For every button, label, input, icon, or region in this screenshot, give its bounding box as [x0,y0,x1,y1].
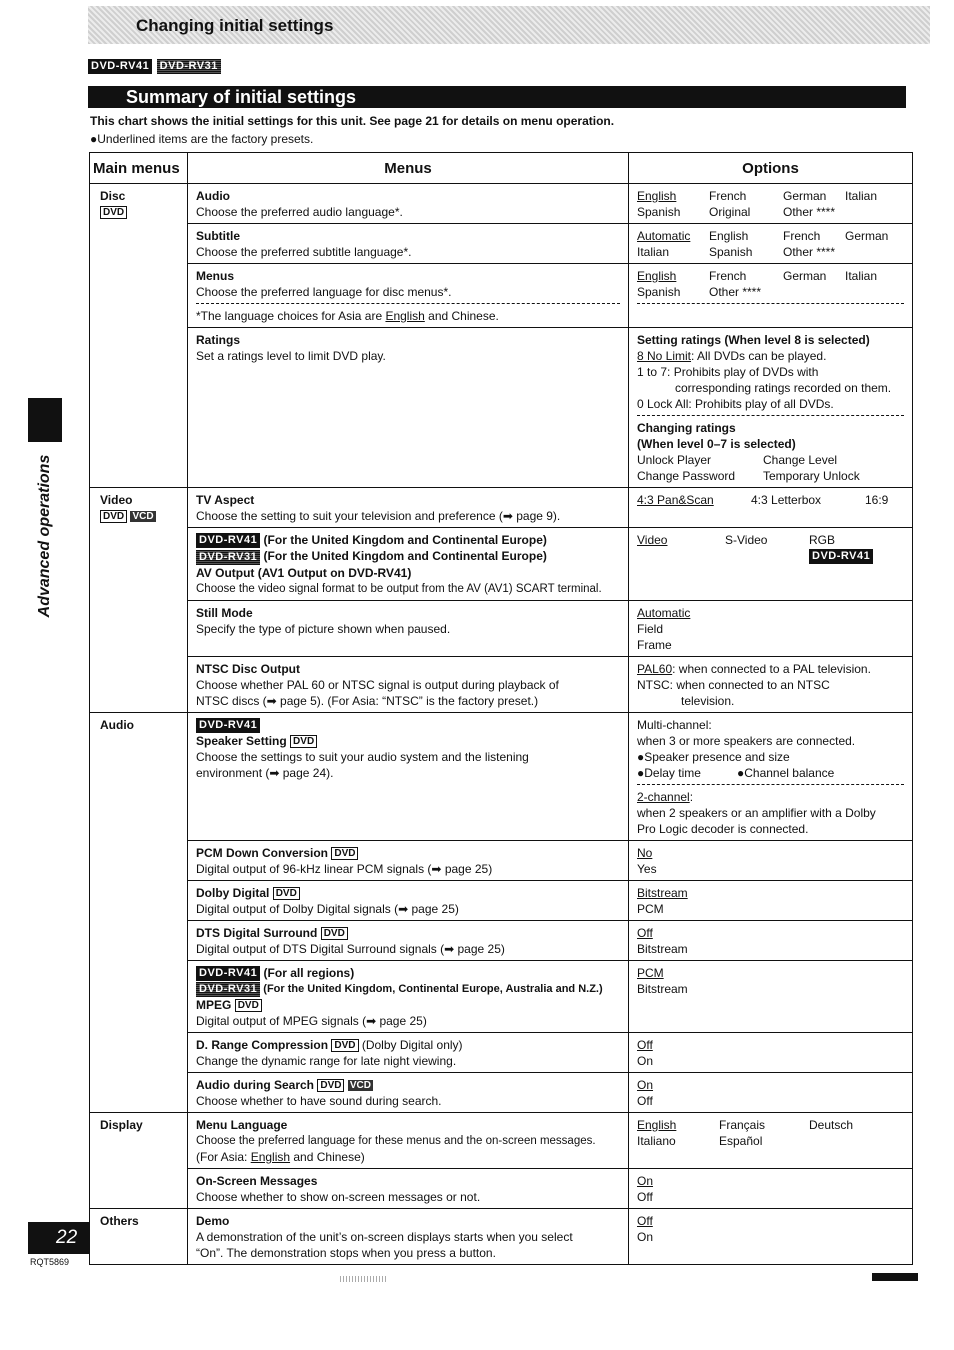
model-badge: DVD-RV41 [196,966,260,981]
menu-audio-search [188,1072,629,1112]
option: German [845,229,889,243]
menu-name: Ratings [196,333,241,347]
option: Français [719,1117,766,1132]
menu-name: Speaker Setting [196,733,287,748]
option: Temporary Unlock [763,469,860,483]
menu-subtitle [188,224,629,264]
menu-name: DTS Digital Surround [196,925,318,940]
option: French [709,269,747,283]
options-menu-language [629,1112,913,1168]
options-audio [629,184,913,224]
menu-name: NTSC Disc Output [196,661,300,676]
menu-name: MPEG [196,997,232,1012]
menu-still-mode [188,600,629,656]
option: 4:3 Pan&Scan [637,493,714,507]
option: On [637,1077,654,1092]
menu-name: Still Mode [196,605,253,620]
menu-name: Menu Language [196,1117,288,1132]
table-row [90,528,913,601]
table-row [90,1032,913,1072]
main-menu-video [90,488,188,713]
model-badge-rv41: DVD-RV41 [88,59,152,74]
options-ratings [629,328,913,488]
option: On [637,1229,654,1244]
menu-desc: (For Asia: [196,1149,251,1164]
options-dts [629,920,913,960]
main-menu-label: Disc [100,189,126,203]
col-menus: Menus [188,153,629,184]
option: Change Password [637,469,736,483]
option: French [783,229,821,243]
main-menu-disc [90,184,188,488]
menu-desc: Digital output of 96-kHz linear PCM signals (➡ page 25) [196,861,493,876]
menu-note: (Dolby Digital only) [358,1037,463,1052]
dvd-tag: DVD [317,1079,344,1092]
main-menu-others: Others [90,1208,188,1264]
options-tv-aspect [629,488,913,528]
menu-name: D. Range Compression [196,1037,329,1052]
menu-ratings [188,328,629,488]
options-menus [629,264,913,328]
footer-pattern [340,1276,386,1282]
menu-desc: Set a ratings level to limit DVD play. [196,349,386,363]
menu-language [188,1112,629,1168]
option: Other **** [709,285,762,299]
intro-text: This chart shows the initial settings for this unit. See page 21 for details on menu operation. [90,114,615,128]
option-text: : when connected to a PAL television. [672,661,871,676]
dvd-tag: DVD [273,887,300,900]
model-badge: DVD-RV31 [196,982,260,997]
footnote-text: English [385,309,425,323]
menu-menus [188,264,629,328]
menu-desc: Choose the setting to suit your television and preference (➡ page 9). [196,509,561,523]
option: No [637,845,653,860]
change-heading: Changing ratings [637,421,736,435]
options-audio-search [629,1072,913,1112]
option-text: Pro Logic decoder is connected. [637,821,809,836]
option: PAL60 [637,661,673,676]
option: Italian [845,189,878,203]
rating-text: : All DVDs can be played. [691,349,827,363]
menu-desc: Digital output of DTS Digital Surround signals (➡ page 25) [196,941,505,956]
option: Off [637,1213,653,1228]
vcd-tag: VCD [132,511,154,523]
dvd-tag: DVD [100,510,127,523]
option-text: when 3 or more speakers are connected. [637,733,856,748]
option: Off [637,1037,653,1052]
option: 4:3 Letterbox [751,493,822,507]
option-text: television. [681,693,735,708]
region-text: (For all regions) [260,965,355,980]
option: Off [637,1093,653,1108]
option: Automatic [637,229,691,243]
option: English [637,189,677,203]
option: Italian [845,269,878,283]
footnote-text: and Chinese. [424,309,499,323]
options-still-mode [629,600,913,656]
option: Automatic [637,605,691,620]
option: PCM [637,901,664,916]
model-badge: DVD-RV41 [809,549,873,564]
option: Italian [637,245,670,259]
section-header-band [88,6,930,44]
ratings-heading: Setting ratings (When level 8 is selected) [637,333,870,347]
menu-name: PCM Down Conversion [196,845,329,860]
options-dolby-digital [629,880,913,920]
menu-demo [188,1208,629,1264]
main-menu-audio: Audio [90,712,188,1112]
menu-mpeg [188,960,629,1032]
option: Video [637,533,668,547]
menu-desc: Digital output of Dolby Digital signals (➡ page 25) [196,901,459,916]
option-text: ●Channel balance [737,765,835,780]
menu-desc: Change the dynamic range for late night viewing. [196,1053,457,1068]
option: Frame [637,637,672,652]
option: Bitstream [637,941,688,956]
footnote-text: *The language choices for Asia are [196,309,386,323]
menu-desc: Choose whether to have sound during search. [196,1093,442,1108]
menu-desc: Choose the preferred language for these menus and the on-screen messages. [196,1134,596,1147]
page-number: 22 [56,1227,78,1248]
table-row [90,1112,913,1168]
menu-name: Menus [196,269,235,283]
menu-dolby-digital [188,880,629,920]
menu-speaker-setting [188,712,629,840]
preset-note: ●Underlined items are the factory presets. [90,132,314,146]
table-row [90,880,913,920]
option: Español [719,1133,763,1148]
menu-desc: English [250,1149,291,1164]
side-label [30,455,54,625]
table-row [90,264,913,328]
dvd-tag: DVD [235,999,262,1012]
option: S-Video [725,533,768,547]
option: Bitstream [637,981,688,996]
menu-name: Audio [196,189,230,203]
options-range-compression [629,1032,913,1072]
model-badge: DVD-RV41 [196,718,260,733]
option: Spanish [709,245,753,259]
col-main-menus: Main menus [90,153,188,184]
menu-on-screen-messages [188,1168,629,1208]
table-row [90,840,913,880]
region-text: (For the United Kingdom and Continental Europe) [260,549,547,564]
option: Original [709,205,751,219]
option: RGB [809,533,836,547]
dvd-tag: DVD [331,847,358,860]
option: Spanish [637,205,681,219]
options-pcm-down [629,840,913,880]
option: Multi-channel: [637,717,712,732]
option: English [637,269,677,283]
option-text: when 2 speakers or an amplifier with a Dolby [637,805,876,820]
menu-name: Demo [196,1213,230,1228]
dashed-divider [637,415,904,416]
options-av-output [629,528,913,601]
rating-text: 1 to 7: Prohibits play of DVDs with [637,365,819,379]
col-options: Options [629,153,913,184]
dvd-tag: DVD [290,735,317,748]
option: Off [637,925,653,940]
dashed-divider [196,303,620,304]
dashed-divider [637,303,904,304]
option: Off [637,1189,653,1204]
page-number-box [28,1222,90,1254]
table-row [90,600,913,656]
option: English [709,229,749,243]
option-text: ●Delay time [637,765,701,780]
dvd-tag: DVD [100,206,127,219]
page-title: Summary of initial settings [126,87,357,107]
menu-desc: Specify the type of picture shown when paused. [196,621,451,636]
options-ntsc-output [629,656,913,712]
menu-ntsc-output [188,656,629,712]
option: French [709,189,747,203]
menu-tv-aspect [188,488,629,528]
option: Other **** [783,205,836,219]
menu-name: Audio during Search [196,1077,315,1092]
options-on-screen-messages [629,1168,913,1208]
table-row [90,1208,913,1264]
table-row [90,920,913,960]
option: Other **** [783,245,836,259]
option: Bitstream [637,885,688,900]
option: Spanish [637,285,681,299]
region-text: (For the United Kingdom, Continental Europe, Australia and N.Z.) [260,982,603,995]
table-row [90,184,913,224]
table-row [90,1168,913,1208]
option: English [637,1117,677,1132]
title-bar [88,86,906,108]
options-mpeg [629,960,913,1032]
menu-name: Dolby Digital [196,885,270,900]
menu-range-compression [188,1032,629,1072]
table-row [90,488,913,528]
side-tab-marker [28,398,62,442]
vcd-tag: VCD [349,1080,371,1092]
option: Unlock Player [637,453,712,467]
menu-desc: Choose whether to show on-screen messages or not. [196,1189,481,1204]
option-text: NTSC: when connected to an NTSC [637,677,830,692]
menu-desc: Choose the preferred audio language*. [196,205,403,219]
option: Field [637,621,664,636]
menu-name: Subtitle [196,229,240,243]
options-subtitle [629,224,913,264]
menu-audio [188,184,629,224]
menu-desc: A demonstration of the unit’s on-screen displays starts when you select [196,1229,573,1244]
settings-table [89,152,913,1265]
section-header: Changing initial settings [136,16,334,35]
menu-name: AV Output (AV1 Output on DVD-RV41) [196,565,412,580]
menu-desc: “On”. The demonstration stops when you press a button. [196,1245,496,1260]
change-subheading: (When level 0–7 is selected) [637,437,796,451]
document-code: RQT5869 [30,1257,70,1267]
options-demo [629,1208,913,1264]
option: German [783,269,827,283]
menu-desc: and Chinese) [290,1149,365,1164]
menu-name: On-Screen Messages [196,1173,318,1188]
menu-desc: Digital output of MPEG signals (➡ page 25) [196,1013,427,1028]
rating-option: 8 No Limit [637,349,692,363]
menu-desc: NTSC discs (➡ page 5). (For Asia: “NTSC” is the factory preset.) [196,693,539,708]
option: On [637,1053,654,1068]
model-badge: DVD-RV31 [196,550,260,565]
menu-pcm-down [188,840,629,880]
table-row [90,960,913,1032]
table-row [90,224,913,264]
menu-desc: Choose the video signal format to be output from the AV (AV1) SCART terminal. [196,582,602,595]
option: Deutsch [809,1117,854,1132]
main-menu-display: Display [90,1112,188,1208]
table-row [90,1072,913,1112]
rating-text: 0 Lock All: Prohibits play of all DVDs. [637,397,834,411]
option: Change Level [763,453,838,467]
language-footnote [196,308,620,324]
option: Italiano [637,1133,676,1148]
footer-bar [872,1273,918,1281]
options-speaker-setting [629,712,913,840]
model-badge-rv31: DVD-RV31 [157,59,221,74]
dvd-tag: DVD [331,1039,358,1052]
option: 16:9 [865,493,889,507]
option: Yes [637,861,657,876]
model-badge: DVD-RV41 [196,533,260,548]
dvd-tag: DVD [321,927,348,940]
main-menu-label: Video [100,493,133,507]
menu-dts [188,920,629,960]
menu-desc: Choose whether PAL 60 or NTSC signal is output during playback of [196,677,559,692]
model-badges [88,58,221,76]
option: 2-channel [637,789,690,804]
option: German [783,189,827,203]
menu-name: TV Aspect [196,493,255,507]
menu-av-output [188,528,629,601]
table-row [90,656,913,712]
menu-desc: Choose the preferred subtitle language*. [196,245,412,259]
option-text: : [689,789,694,804]
table-row [90,328,913,488]
option: On [637,1173,654,1188]
rating-text: corresponding ratings recorded on them. [675,381,892,395]
option: PCM [637,965,664,980]
table-header-row [90,153,913,184]
side-label-text: Advanced operations [36,454,53,618]
menu-desc: environment (➡ page 24). [196,765,334,780]
menu-desc: Choose the preferred language for disc menus*. [196,285,452,299]
menu-desc: Choose the settings to suit your audio system and the listening [196,749,529,764]
dashed-divider [637,784,904,785]
table-row [90,712,913,840]
region-text: (For the United Kingdom and Continental Europe) [260,533,547,547]
option-text: ●Speaker presence and size [637,749,790,764]
